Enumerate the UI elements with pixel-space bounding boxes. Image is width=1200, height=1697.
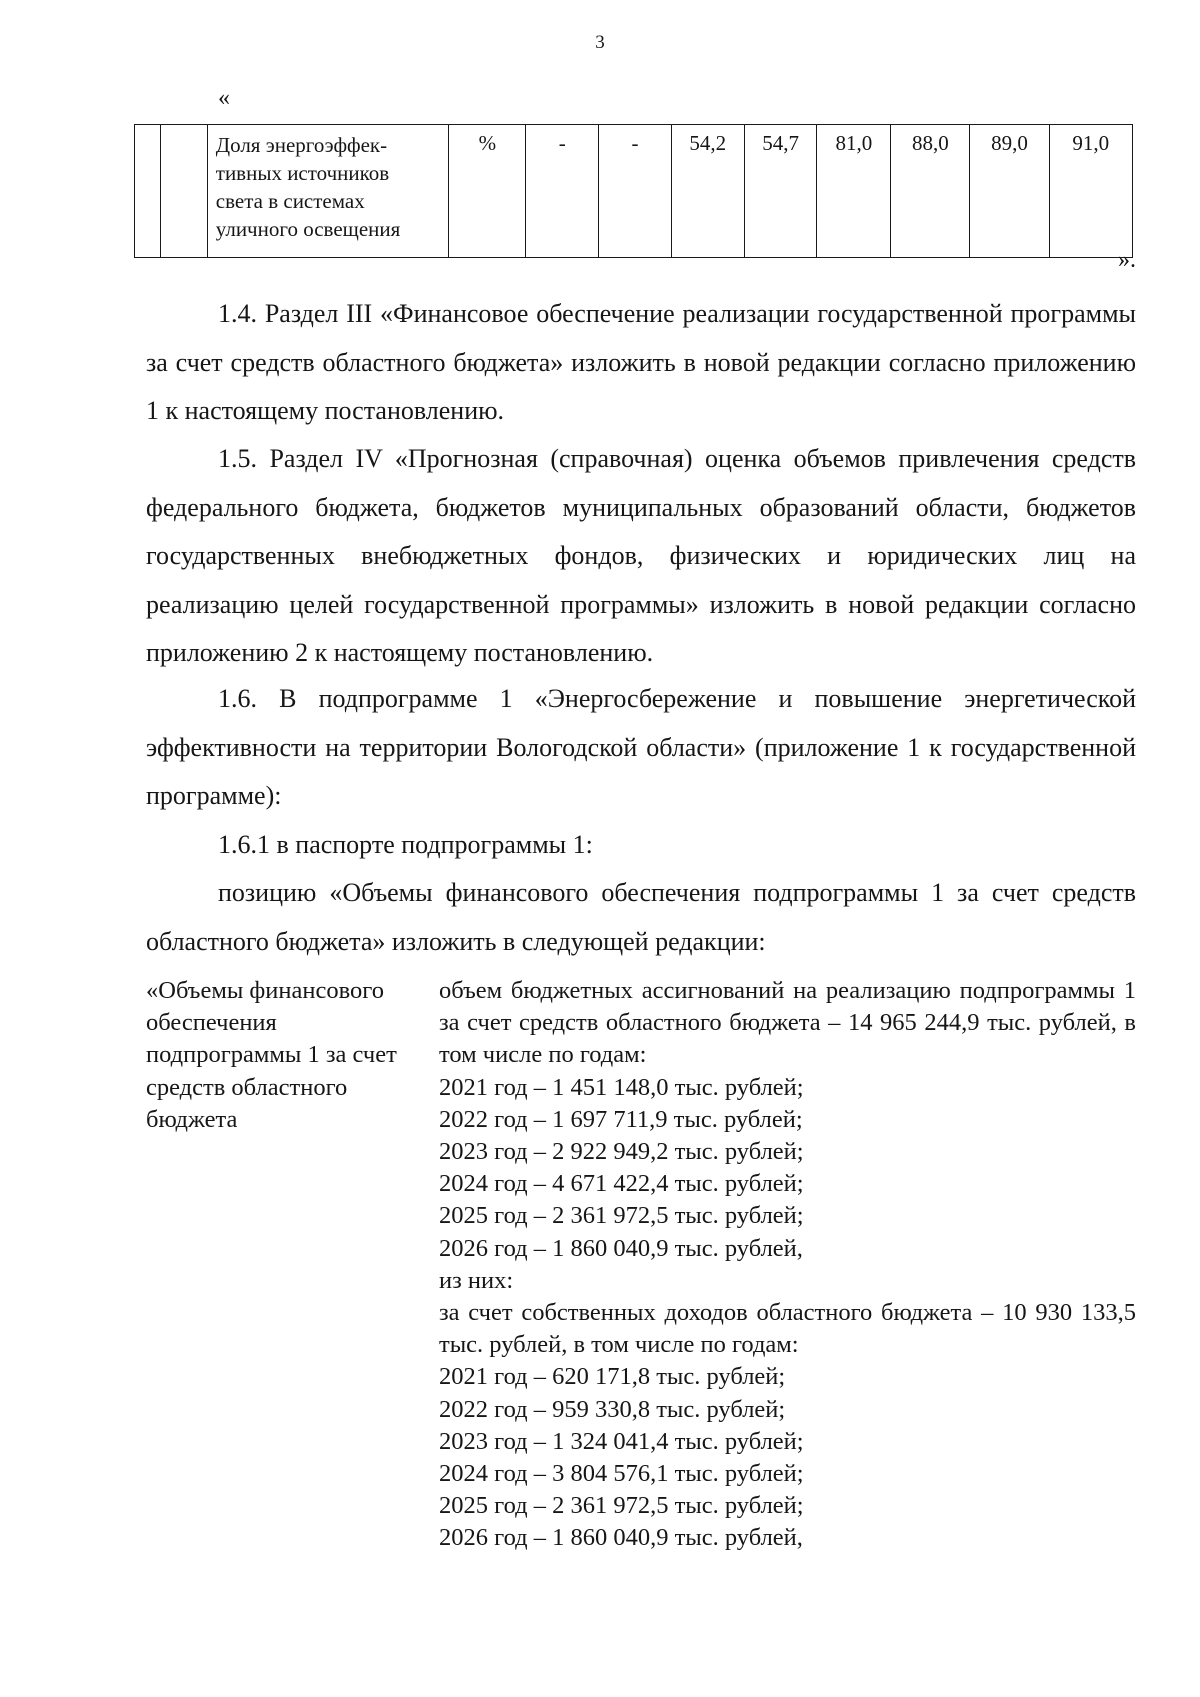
year-line: 2026 год – 1 860 040,9 тыс. рублей, xyxy=(439,1524,803,1552)
paragraph-1-4: 1.4. Раздел III «Финансовое обеспечение реализации государственной программы за счет средств областного бюджета» изложить в новой редакции согласно приложению 1 к настоящему постановлению. xyxy=(146,299,1136,425)
indicator-table xyxy=(134,124,1133,258)
year-line: 2024 год – 4 671 422,4 тыс. рублей; xyxy=(439,1170,804,1198)
year-line: 2023 год – 1 324 041,4 тыс. рублей; xyxy=(439,1427,804,1455)
year-line: 2021 год – 1 451 148,0 тыс. рублей; xyxy=(439,1073,804,1101)
indicator-unit: % xyxy=(449,125,526,258)
indicator-value: 54,2 xyxy=(671,125,744,258)
indicator-value: 88,0 xyxy=(891,125,970,258)
year-line: 2022 год – 1 697 711,9 тыс. рублей; xyxy=(439,1105,803,1133)
paragraph-position: позицию «Объемы финансового обеспечения подпрограммы 1 за счет средств областного бюджета» изложить в следующей редакции: xyxy=(146,878,1136,956)
quote-open: « xyxy=(218,85,230,111)
year-line: 2024 год – 3 804 576,1 тыс. рублей; xyxy=(439,1460,804,1488)
year-line: 2025 год – 2 361 972,5 тыс. рублей; xyxy=(439,1492,804,1520)
table-row xyxy=(135,125,1133,258)
table-cell-empty xyxy=(161,125,207,258)
year-line: 2025 год – 2 361 972,5 тыс. рублей; xyxy=(439,1202,804,1230)
indicator-value: 81,0 xyxy=(817,125,891,258)
indicator-value: 54,7 xyxy=(744,125,817,258)
year-line: 2026 год – 1 860 040,9 тыс. рублей, xyxy=(439,1234,803,1262)
indicator-value: - xyxy=(526,125,599,258)
indicator-name: Доля энергоэффек-тивных источников света в системах уличного освещения xyxy=(207,125,449,258)
year-line: 2023 год – 2 922 949,2 тыс. рублей; xyxy=(439,1138,804,1166)
of-which: из них: xyxy=(439,1266,514,1294)
indicator-value: 91,0 xyxy=(1049,125,1132,258)
passport-intro: объем бюджетных ассигнований на реализацию подпрограммы 1 за счет средств областного бюджета – 14 965 244,9 тыс. рублей, в том числе по годам: xyxy=(439,977,1136,1069)
year-line: 2021 год – 620 171,8 тыс. рублей; xyxy=(439,1363,786,1391)
paragraph-1-6: 1.6. В подпрограмме 1 «Энергосбережение и повышение энергетической эффективности на территории Вологодской области» (приложение 1 к государственной программе): xyxy=(146,684,1136,810)
year-line: 2022 год – 959 330,8 тыс. рублей; xyxy=(439,1395,786,1423)
own-revenue-intro: за счет собственных доходов областного бюджета – 10 930 133,5 тыс. рублей, в том числе по годам: xyxy=(439,1299,1136,1359)
table-cell-empty xyxy=(135,125,161,258)
indicator-value: 89,0 xyxy=(970,125,1049,258)
paragraph-1-5: 1.5. Раздел IV «Прогнозная (справочная) оценка объемов привлечения средств федерального бюджета, бюджетов муниципальных образований области, бюджетов государственных внебюджетных фондов, физических и юридических лиц на реализацию целей государственной программы» изложить в новой редакции согласно приложению 2 к настоящему постановлению. xyxy=(146,444,1136,667)
passport-label: «Объемы финансового обеспечения подпрограммы 1 за счет средств областного бюджета xyxy=(146,977,397,1133)
indicator-value: - xyxy=(599,125,672,258)
page-number: 3 xyxy=(595,32,605,53)
paragraph-1-6-1: 1.6.1 в паспорте подпрограммы 1: xyxy=(218,830,593,859)
passport-body xyxy=(439,975,1136,1555)
quote-close: ». xyxy=(1118,247,1136,273)
